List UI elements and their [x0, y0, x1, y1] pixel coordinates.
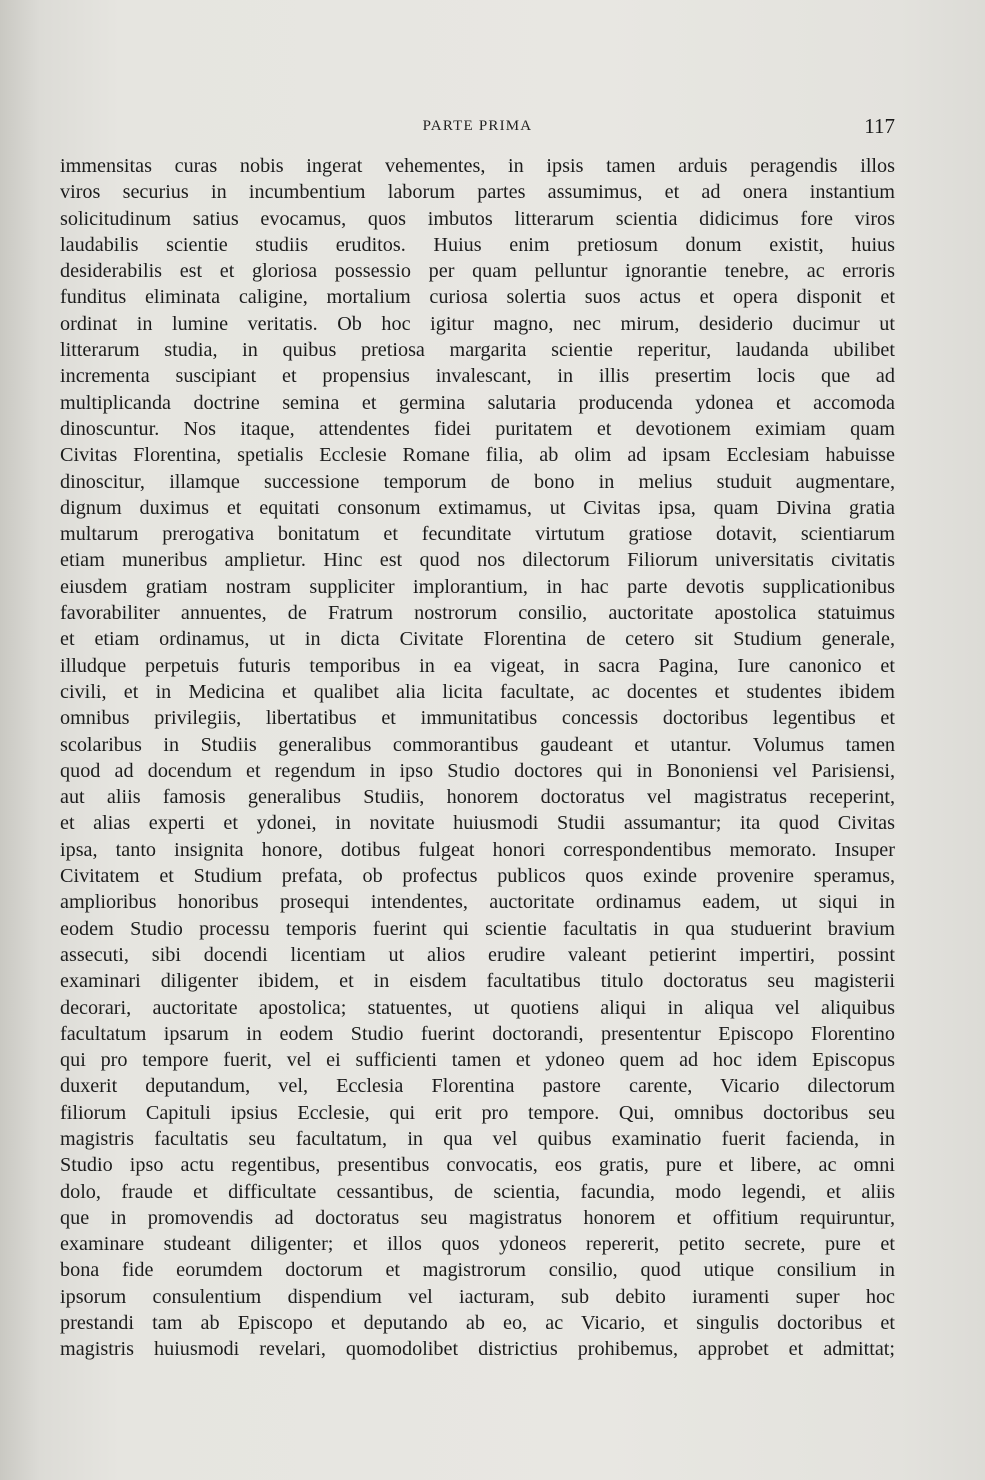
text-line: Civitatem et Studium prefata, ob profectus publicos quos exinde provenire speramus, [60, 865, 895, 888]
text-line: amplioribus honoribus prosequi intendentes, auctoritate ordinamus eadem, ut siqui in [60, 891, 895, 914]
text-line: funditus eliminata caligine, mortalium curiosa solertia suos actus et opera disponit et [60, 286, 895, 309]
text-line: et etiam ordinamus, ut in dicta Civitate Florentina de cetero sit Studium generale, [60, 628, 895, 651]
text-line: examinari diligenter ibidem, et in eisdem facultatibus titulo doctoratus seu magisterii [60, 970, 895, 993]
body-text [60, 153, 895, 1363]
text-line: qui pro tempore fuerit, vel ei sufficienti tamen et ydoneo quem ad hoc idem Episcopus [60, 1049, 895, 1072]
text-line: quod ad docendum et regendum in ipso Studio doctores qui in Bononiensi vel Parisiensi, [60, 759, 895, 782]
text-line: solicitudinum satius evocamus, quos imbutos litterarum scientia didicimus fore viros [60, 207, 895, 230]
text-line: dignum duximus et equitati consonum extimamus, ut Civitas ipsa, quam Divina gratia [60, 496, 895, 519]
text-line: ordinat in lumine veritatis. Ob hoc igitur magno, nec mirum, desiderio ducimur ut [60, 312, 895, 335]
text-line: facultatum ipsarum in eodem Studio fuerint doctorandi, presententur Episcopo Florentino [60, 1022, 895, 1045]
text-line: assecuti, sibi docendi licentiam ut alios erudire valeant petierint impertiri, possint [60, 943, 895, 966]
running-head [60, 114, 895, 140]
text-line: incrementa suscipiant et propensius invalescant, in illis presertim locis que ad [60, 365, 895, 388]
text-line: dolo, fraude et difficultate cessantibus, de scientia, facundia, modo legendi, et aliis [60, 1180, 895, 1203]
text-line: illudque perpetuis futuris temporibus in ea vigeat, in sacra Pagina, Iure canonico et [60, 654, 895, 677]
text-line: laudabilis scientie studiis eruditos. Huius enim pretiosum donum existit, huius [60, 233, 895, 256]
text-line: bona fide eorumdem doctorum et magistrorum consilio, quod utique consilium in [60, 1259, 895, 1282]
text-line: decorari, auctoritate apostolica; statuentes, ut quotiens aliqui in aliqua vel aliquibus [60, 996, 895, 1019]
text-line: litterarum studia, in quibus pretiosa margarita scientie reperitur, laudanda ubilibet [60, 339, 895, 362]
text-line: dinoscitur, illamque successione temporum de bono in melius studuit augmentare, [60, 470, 895, 493]
text-line: omnibus privilegiis, libertatibus et immunitatibus concessis doctoribus legentibus et [60, 707, 895, 730]
running-head-title: PARTE PRIMA [422, 118, 533, 134]
text-line: immensitas curas nobis ingerat vehementes, in ipsis tamen arduis peragendis illos [60, 155, 895, 177]
text-line: multarum prerogativa bonitatum et fecunditate virtutum gratiose dotavit, scientiarum [60, 523, 895, 546]
text-line: et alias experti et ydonei, in novitate huiusmodi Studii assumantur; ita quod Civitas [60, 812, 895, 835]
text-line: dinoscuntur. Nos itaque, attendentes fidei puritatem et devotionem eximiam quam [60, 417, 895, 440]
text-line: que in promovendis ad doctoratus seu magistratus honorem et offitium requiruntur, [60, 1206, 895, 1229]
text-line: ipsorum consulentium dispendium vel iacturam, sub debito iuramenti super hoc [60, 1285, 895, 1308]
text-line: duxerit deputandum, vel, Ecclesia Florentina pastore carente, Vicario dilectorum [60, 1075, 895, 1098]
text-line: scolaribus in Studiis generalibus commorantibus gaudeant et utantur. Volumus tamen [60, 733, 895, 756]
text-line: multiplicanda doctrine semina et germina salutaria producenda ydonea et accomoda [60, 391, 895, 414]
text-line: filiorum Capituli ipsius Ecclesie, qui erit pro tempore. Qui, omnibus doctoribus seu [60, 1101, 895, 1124]
text-line: aut aliis famosis generalibus Studiis, honorem doctoratus vel magistratus receperint, [60, 786, 895, 809]
text-line: desiderabilis est et gloriosa possessio per quam pelluntur ignorantie tenebre, ac erroris [60, 260, 895, 283]
text-line: etiam muneribus amplietur. Hinc est quod nos dilectorum Filiorum universitatis civitatis [60, 549, 895, 572]
text-line: ipsa, tanto insignita honore, dotibus fulgeat honori correspondentibus memorato. Insuper [60, 838, 895, 861]
text-line: eodem Studio processu temporis fuerint qui scientie facultatis in qua studuerint bravium [60, 917, 895, 940]
page-number: 117 [864, 114, 895, 138]
text-line: magistris huiusmodi revelari, quomodolibet districtius prohibemus, approbet et admittat; [60, 1338, 895, 1361]
text-line: Civitas Florentina, spetialis Ecclesie Romane filia, ab olim ad ipsam Ecclesiam habuisse [60, 444, 895, 467]
text-line: favorabiliter annuentes, de Fratrum nostrorum consilio, auctoritate apostolica statuimus [60, 602, 895, 625]
text-line: Studio ipso actu regentibus, presentibus convocatis, eos gratis, pure et libere, ac omni [60, 1154, 895, 1177]
text-line: eiusdem gratiam nostram suppliciter implorantium, in hac parte devotis supplicationibus [60, 575, 895, 598]
text-line: examinare studeant diligenter; et illos quos ydoneos repererit, petito secrete, pure et [60, 1233, 895, 1256]
text-line: civili, et in Medicina et qualibet alia licita facultate, ac docentes et studentes ibidem [60, 680, 895, 703]
text-line: magistris facultatis seu facultatum, in qua vel quibus examinatio fuerit facienda, in [60, 1127, 895, 1150]
text-line: prestandi tam ab Episcopo et deputando ab eo, ac Vicario, et singulis doctoribus et [60, 1312, 895, 1335]
text-line: viros securius in incumbentium laborum partes assumimus, et ad onera instantium [60, 181, 895, 204]
